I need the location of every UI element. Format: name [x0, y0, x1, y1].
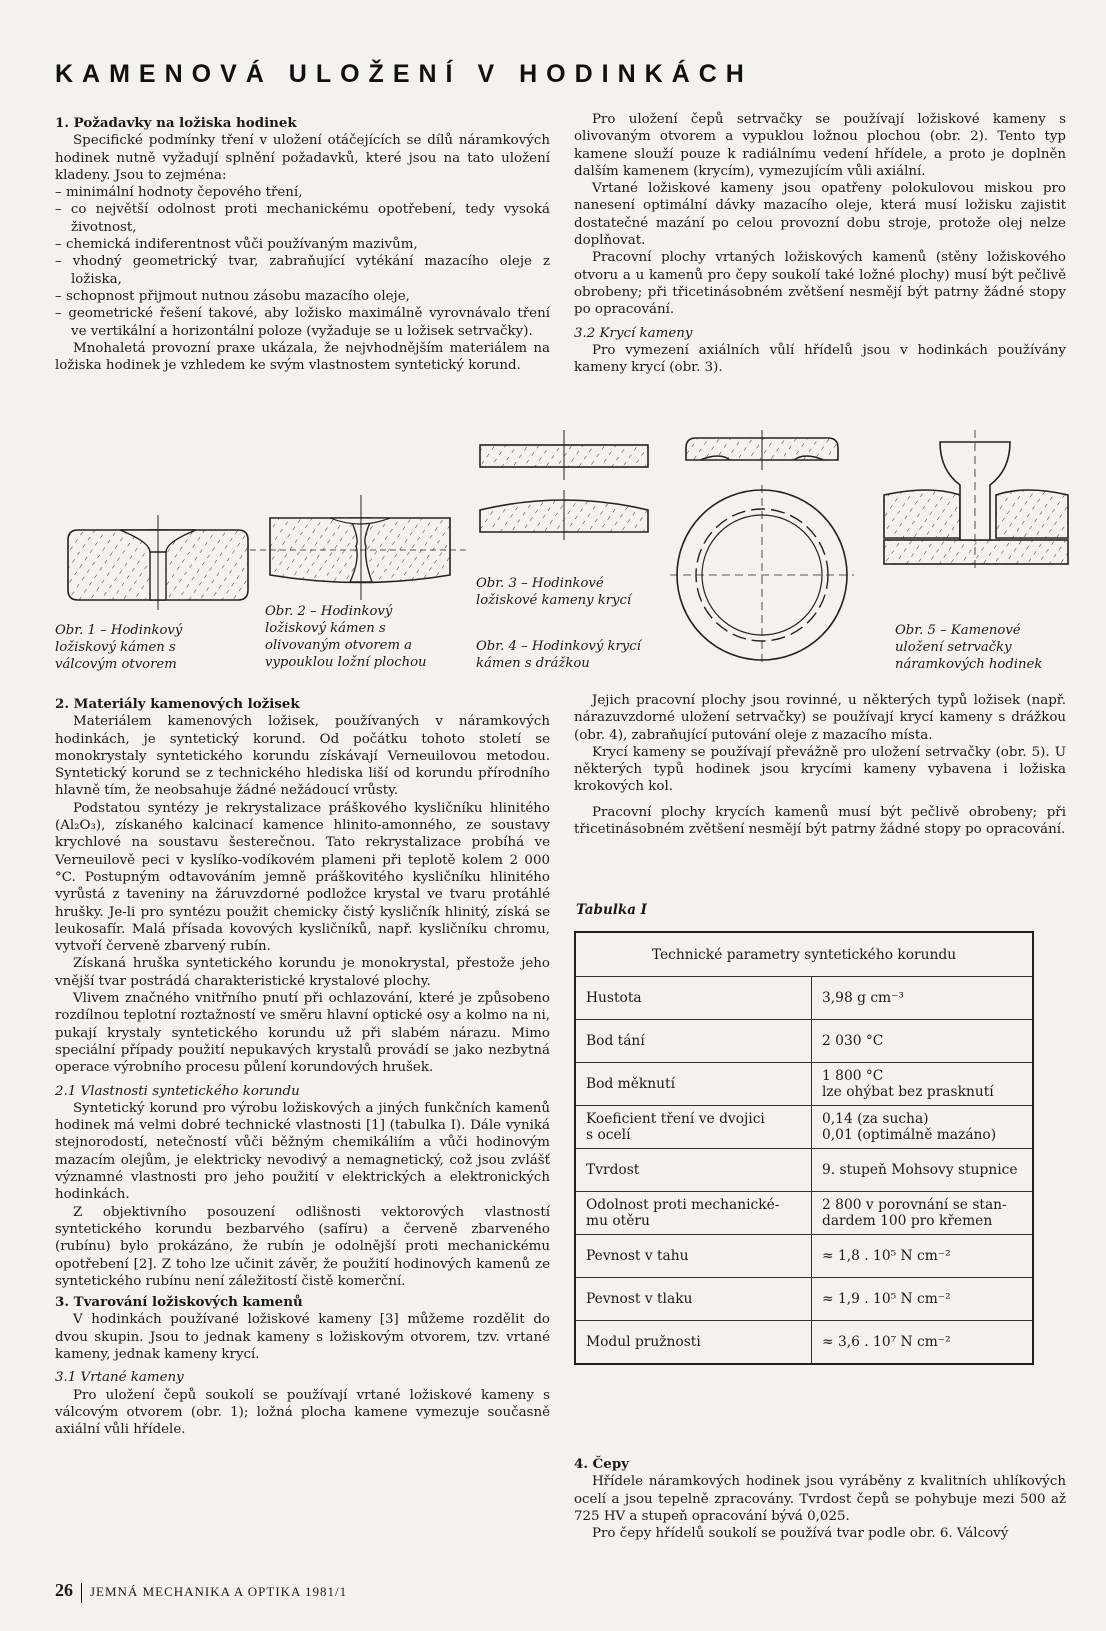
row-label: Modul pružnosti	[575, 1321, 812, 1365]
table-header-row	[575, 932, 1033, 977]
row-value: 0,14 (za sucha) 0,01 (optimálně mazáno)	[812, 1106, 1034, 1149]
table-row	[575, 1106, 1033, 1149]
table-row	[575, 1235, 1033, 1278]
paragraph: Pracovní plochy krycích kamenů musí být pečlivě obrobeny; při třicetinásobném zvětšení nesmějí být patrny žádné stopy po opracování.	[574, 804, 1066, 838]
paragraph: Materiálem kamenových ložisek, používaných v náramkových hodinkách, je syntetický korund. Od počátku tohoto století se monokrystaly syntetického korundu získávají Verneuilovou metodou. Syntetický korund se z technického hlediska liší od korundu přírodního hlavně tím, že neobsahuje žádné nežádoucí vrůsty.	[55, 714, 550, 799]
fig4-drawing	[670, 430, 854, 665]
table-header: Technické parametry syntetického korundu	[575, 932, 1033, 977]
fig3-drawing	[480, 430, 648, 540]
row-label: Bod tání	[575, 1020, 812, 1063]
paragraph: Pro uložení čepů soukolí se používají vrtané ložiskové kameny s válcovým otvorem (obr. 1); ložná plocha kamene vymezuje současně axiální vůli hřídele.	[55, 1387, 550, 1438]
fig2-caption: Obr. 2 – Hodinkový ložiskový kámen s olivovaným otvorem a vypouklou ložní plochou	[265, 604, 427, 670]
paragraph: Mnohaletá provozní praxe ukázala, že nejvhodnějším materiálem na ložiska hodinek je vzhledem ke svým vlastnostem syntetický korund.	[55, 340, 550, 374]
page-number: 26	[55, 1580, 73, 1600]
row-value: 2 800 v porovnání se stan- dardem 100 pro křemen	[812, 1192, 1034, 1235]
row-label: Pevnost v tlaku	[575, 1278, 812, 1321]
left-column-top	[55, 111, 550, 374]
left-column-bottom	[55, 692, 550, 1438]
paragraph: Syntetický korund pro výrobu ložiskových a jiných funkčních kamenů hodinek má velmi dobré technické vlastnosti [1] (tabulka I). Dále vyniká stejnorodostí, netečností vůči běžným chemikáliím a vůči hodinovým mazacím olejům, je elektricky nevodivý a nemagnetický, což jsou zvlášť významné vlastnosti pro jeho použití v elektrických a elektronických hodinkách.	[55, 1100, 550, 1203]
paragraph: Krycí kameny se používají převážně pro uložení setrvačky (obr. 5). U některých typů hodinek jsou krycími kameny vybavena i ložiska krokových kol.	[574, 744, 1066, 795]
table-row	[575, 977, 1033, 1020]
list-item: – co největší odolnost proti mechanickému opotřebení, tedy vysoká životnost,	[55, 201, 550, 236]
right-column-bottom	[574, 1452, 1066, 1542]
row-label: Hustota	[575, 977, 812, 1020]
paragraph: Z objektivního posouzení odlišnosti vektorových vlastností syntetického korundu bezbarvého (safíru) a červeně zbarveného (rubínu) bylo prokázáno, že rubín je odolnější proti mechanickému opotřebení [2]. Z toho lze učinit závěr, že použití hodinových kamenů ze syntetického rubínu není záležitostí čistě komerční.	[55, 1204, 550, 1289]
list-item: – minimální hodnoty čepového tření,	[55, 184, 550, 201]
requirements-list	[55, 184, 550, 340]
paragraph: Vlivem značného vnitřního pnutí při ochlazování, které je způsobeno rozdílnou teplotní roztažností ve směru hlavní optické osy a kolmo na ni, pukají krystaly syntetického korundu už při slabém nárazu. Mimo speciální případy použití nepukavých krystalů provádí se jako nezbytná operace výrobního procesu půlení korundových hrušek.	[55, 991, 550, 1076]
table-row	[575, 1063, 1033, 1106]
section-1-heading: 1. Požadavky na ložiska hodinek	[55, 115, 297, 131]
row-label: Bod měknutí	[575, 1063, 812, 1106]
fig5-drawing	[884, 430, 1068, 570]
row-label: Tvrdost	[575, 1149, 812, 1192]
list-item: – geometrické řešení takové, aby ložisko maximálně vyrovnávalo tření ve vertikální a horizontální poloze (vyžaduje se u ložisek setrvačky).	[55, 305, 550, 340]
table-row	[575, 1020, 1033, 1063]
list-item: – vhodný geometrický tvar, zabraňující vytékání mazacího oleje z ložiska,	[55, 253, 550, 288]
paragraph: Pracovní plochy vrtaných ložiskových kamenů (stěny ložiskového otvoru a u kamenů pro čepy soukolí také ložné plochy) musí být pečlivě obrobeny; při třicetinásobném zvětšení nesmějí být patrny žádné stopy po opracování.	[574, 250, 1066, 318]
table-row	[575, 1149, 1033, 1192]
section-3-heading: 3. Tvarování ložiskových kamenů	[55, 1294, 303, 1311]
paragraph: Jejich pracovní plochy jsou rovinné, u některých typů ložisek (např. nárazuvzdorné uložení setrvačky) se používají krycí kameny s drážkou (obr. 4), zabraňující putování oleje z mazacího místa.	[574, 693, 1066, 743]
row-label: Pevnost v tahu	[575, 1235, 812, 1278]
fig4-caption: Obr. 4 – Hodinkový krycí kámen s drážkou	[476, 639, 641, 671]
paragraph: Pro vymezení axiálních vůlí hřídelů jsou v hodinkách používány kameny krycí (obr. 3).	[574, 342, 1066, 376]
table-row	[575, 1321, 1033, 1365]
article-title: KAMENOVÁ ULOŽENÍ V HODINKÁCH	[55, 60, 753, 88]
table-row	[575, 1278, 1033, 1321]
section-3-2-heading: 3.2 Krycí kameny	[574, 325, 693, 341]
fig3-caption: Obr. 3 – Hodinkové ložiskové kameny krycí	[476, 576, 632, 608]
section-3-1-heading: 3.1 Vrtané kameny	[55, 1370, 184, 1386]
row-value: ≈ 3,6 . 10⁷ N cm⁻²	[812, 1321, 1034, 1365]
row-label: Odolnost proti mechanické- mu otěru	[575, 1192, 812, 1235]
paragraph: Podstatou syntézy je rekrystalizace práškového kysličníku hlinitého (Al₂O₃), získaného kalcinací kamence hlinito-amonného, ze soustavy krychlové na soustavu šesterečnou. Tato rekrystalizace probíhá ve Verneuilově peci v kyslíko-vodíkovém plameni při teplotě kolem 2 000 °C. Postupným odtavováním jemně práškovitého kysličníku hlinitého vyrůstá z taveniny na žáruvzdorné podložce krystal ve tvaru protáhlé hrušky. Je-li pro syntézu použit chemicky čistý kysličník hlinitý, získá se leukosafír. Malá přísada kovových kysličníků, např. kysličníku chromu, vytvoří červeně zbarvený rubín.	[55, 800, 550, 955]
right-column-middle	[574, 692, 1066, 838]
row-value: 2 030 °C	[812, 1020, 1034, 1063]
row-value: 1 800 °C lze ohýbat bez prasknutí	[812, 1063, 1034, 1106]
fig1-caption: Obr. 1 – Hodinkový ložiskový kámen s válcovým otvorem	[55, 623, 183, 672]
row-value: ≈ 1,9 . 10⁵ N cm⁻²	[812, 1278, 1034, 1321]
table-row	[575, 1192, 1033, 1235]
paragraph: Vrtané ložiskové kameny jsou opatřeny polokulovou miskou pro nanesení optimální dávky mazacího oleje, která musí ložisku zajistit dostatečné mazání po celou provozní dobu stroje, protože olej nelze doplňovat.	[574, 181, 1066, 249]
paragraph: Pro čepy hřídelů soukolí se používá tvar podle obr. 6. Válcový	[592, 1526, 1009, 1542]
section-2-1-heading: 2.1 Vlastnosti syntetického korundu	[55, 1083, 300, 1099]
parameters-table	[574, 931, 1034, 1365]
right-column-top	[574, 111, 1066, 376]
fig5-caption: Obr. 5 – Kamenové uložení setrvačky náramkových hodinek	[895, 623, 1043, 672]
paragraph: Specifické podmínky tření v uložení otáčejících se dílů náramkových hodinek nutně vyžadují splnění požadavků, které jsou na tato uložení kladeny. Jsou to zejména:	[55, 133, 550, 183]
row-value: ≈ 1,8 . 10⁵ N cm⁻²	[812, 1235, 1034, 1278]
journal-name: JEMNÁ MECHANIKA A OPTIKA 1981/1	[90, 1584, 348, 1599]
row-label: Koeficient tření ve dvojici s ocelí	[575, 1106, 812, 1149]
fig1-drawing	[68, 515, 248, 610]
fig2-drawing	[250, 495, 470, 600]
list-item: – schopnost přijmout nutnou zásobu mazacího oleje,	[55, 288, 550, 305]
table-caption: Tabulka I	[576, 902, 648, 918]
paragraph: Pro uložení čepů setrvačky se používají ložiskové kameny s olivovaným otvorem a vypuklou ložnou plochou (obr. 2). Tento typ kamene slouží pouze k radiálnímu vedení hřídele, a proto je doplněn dalším kamenem (krycím), vymezujícím vůli axiální.	[574, 112, 1066, 179]
paragraph: V hodinkách používané ložiskové kameny [3] můžeme rozdělit do dvou skupin. Jsou to jednak kameny s ložiskovým otvorem, tzv. vrtané kameny, jednak kameny krycí.	[55, 1312, 550, 1362]
list-item: – chemická indiferentnost vůči používaným mazivům,	[55, 236, 550, 253]
paragraph: Hřídele náramkových hodinek jsou vyráběny z kvalitních uhlíkových ocelí a jsou tepelně zpracovány. Tvrdost čepů se pohybuje mezi 500 až 725 HV a stupeň opracování bývá 0,025.	[574, 1474, 1066, 1524]
page-footer	[55, 1580, 347, 1603]
section-2-heading: 2. Materiály kamenových ložisek	[55, 696, 300, 712]
row-value: 3,98 g cm⁻³	[812, 977, 1034, 1020]
paragraph: Získaná hruška syntetického korundu je monokrystal, přestože jeho vnější tvar postrádá charakteristické krystalové plochy.	[55, 956, 550, 989]
row-value: 9. stupeň Mohsovy stupnice	[812, 1149, 1034, 1192]
section-4-heading: 4. Čepy	[574, 1456, 629, 1472]
